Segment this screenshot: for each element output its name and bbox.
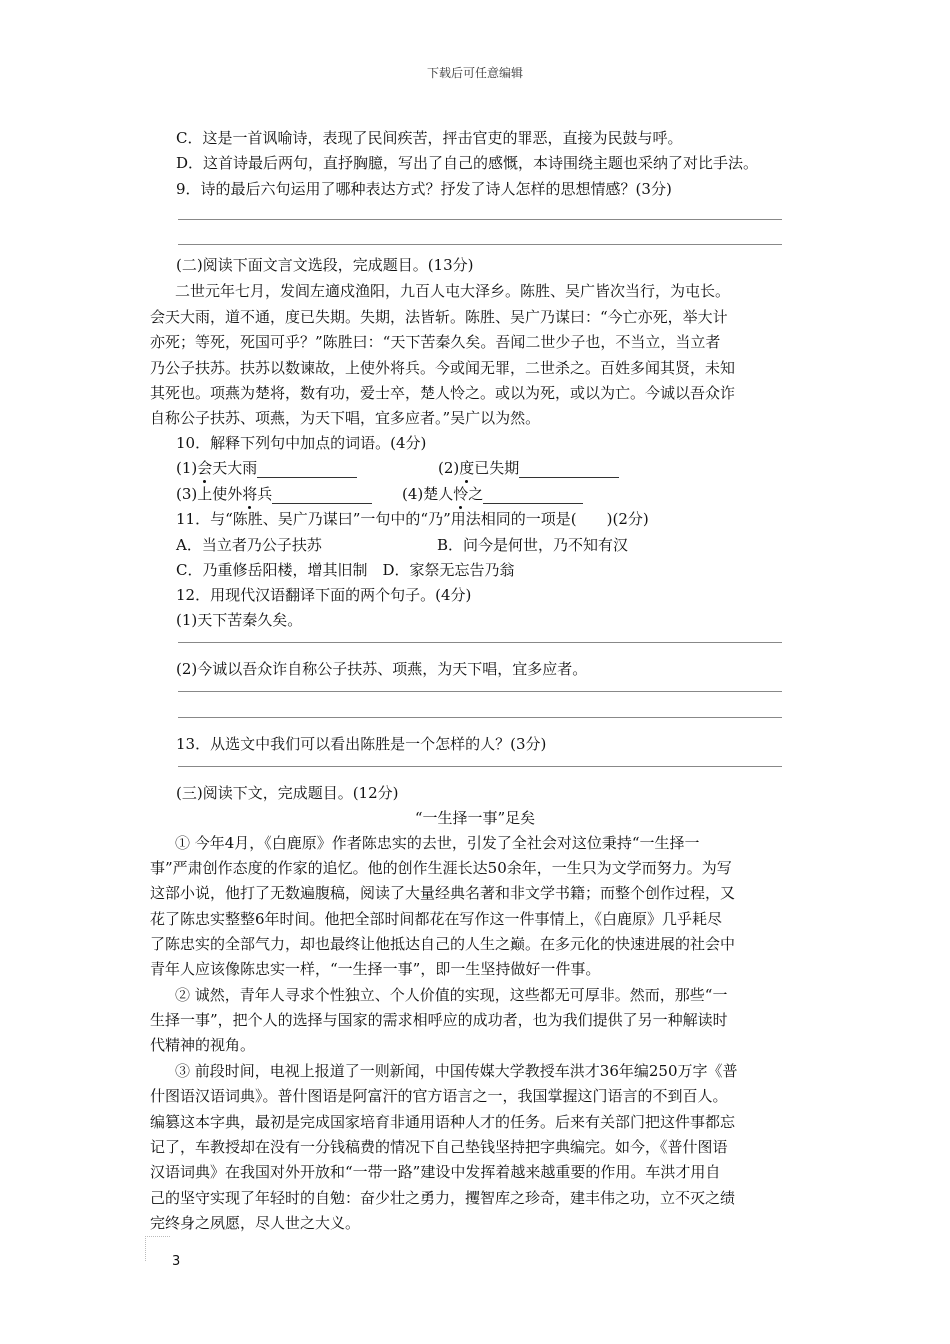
q10-item-3-blank[interactable] (272, 487, 372, 504)
q10-item-1-blank[interactable] (257, 461, 357, 478)
q11-option-b: B．问今是何世，乃不知有汉 (437, 536, 629, 554)
q10-item-4: (4)楚人怜之 (402, 484, 583, 504)
page-number: 3 (172, 1254, 181, 1269)
q10-item-2-dotted-word: 度 (459, 459, 475, 477)
article-line: 记了，车教授却在没有一分钱稿费的情况下自己垫钱坚持把字典编完。如今，《普什图语 (150, 1138, 728, 1156)
q9-answer-line-2[interactable] (178, 244, 782, 245)
q10-item-1-dotted-word: 会 (197, 459, 213, 477)
section2-passage-line: 二世元年七月，发闾左適戍渔阳，九百人屯大泽乡。陈胜、吴广皆次当行，为屯长。 (175, 282, 731, 300)
page-corner-mark (145, 1236, 170, 1261)
q10-item-4-dotted-word: 怜 (453, 485, 469, 503)
article-line: ③ 前段时间，电视上报道了一则新闻，中国传媒大学教授车洪才36年编250万字《普 (175, 1062, 738, 1080)
section2-passage-line: 乃公子扶苏。扶苏以数谏故，上使外将兵。今或闻无罪，二世杀之。百姓多闻其贤，未知 (150, 359, 736, 377)
q12-answer-line-1[interactable] (178, 642, 782, 643)
article-line: 完终身之夙愿，尽人世之大义。 (150, 1214, 361, 1232)
article-line: 己的坚守实现了年轻时的自勉：奋少壮之勇力，攫智库之珍奇，建丰伟之功，立不灭之绩 (150, 1189, 736, 1207)
article-line: 花了陈忠实整整6年时间。他把全部时间都花在写作这一件事情上，《白鹿原》几乎耗尽 (150, 910, 723, 928)
q8-option-d: D．这首诗最后两句，直抒胸臆，写出了自己的感慨，本诗围绕主题也采纳了对比手法。 (176, 154, 759, 172)
article-line: 编篡这本字典，最初是完成国家培育非通用语种人才的任务。后来有关部门把这件事都忘 (150, 1113, 736, 1131)
q11-option-a: A．当立者乃公子扶苏 (176, 536, 322, 554)
q12-answer-line-2[interactable] (178, 691, 782, 692)
article-line: 了陈忠实的全部气力，却也最终让他抵达自己的人生之巅。在多元化的快速进展的社会中 (150, 935, 736, 953)
q9-answer-line-1[interactable] (178, 219, 782, 220)
article-line: 生择一事”，把个人的选择与国家的需求相呼应的成功者，也为我们提供了另一种解读时 (150, 1011, 728, 1029)
q10-item-1: (1)会天大雨 (176, 458, 357, 478)
article-line: 汉语词典》在我国对外开放和“一带一路”建设中发挥着越来越重要的作用。车洪才用自 (150, 1163, 721, 1181)
article-line: 什图语汉语词典》。普什图语是阿富汗的官方语言之一，我国掌握这门语言的不到百人。 (150, 1087, 728, 1105)
q12-answer-line-3[interactable] (178, 717, 782, 718)
q13-question: 13．从选文中我们可以看出陈胜是一个怎样的人？(3分) (176, 735, 547, 753)
q10-item-4-blank[interactable] (483, 487, 583, 504)
page-header-note: 下载后可任意编辑 (426, 66, 523, 80)
article-line: ② 诚然，青年人寻求个性独立、个人价值的实现，这些都无可厚非。然而，那些“一 (175, 986, 728, 1004)
q10-item-3-dotted-word: 将 (242, 485, 258, 503)
section2-passage-line: 会天大雨，道不通，度已失期。失期，法皆斩。陈胜、吴广乃谋曰：“今亡亦死，举大计 (150, 308, 728, 326)
article-title: “一生择一事”足矣 (414, 809, 536, 827)
section2-passage-line: 亦死；等死，死国可乎？”陈胜曰：“天下苦秦久矣。吾闻二世少子也，不当立，当立者 (150, 333, 721, 351)
section2-heading: (二)阅读下面文言文选段，完成题目。(13分) (176, 256, 474, 274)
article-line: 这部小说，他打了无数遍腹稿，阅读了大量经典名著和非文学书籍；而整个创作过程，又 (150, 884, 736, 902)
q9-question: 9．诗的最后六句运用了哪种表达方式？抒发了诗人怎样的思想情感？(3分) (176, 180, 672, 198)
article-line: 青年人应该像陈忠实一样，“一生择一事”，即一生坚持做好一件事。 (150, 960, 601, 978)
q10-question: 10．解释下列句中加点的词语。(4分) (176, 434, 427, 452)
section2-passage-line: 自称公子扶苏、项燕，为天下唱，宜多应者。”吴广以为然。 (150, 409, 541, 427)
q11-question: 11．与“陈胜、吴广乃谋曰”一句中的“乃”用法相同的一项是( )(2分) (176, 510, 649, 528)
q8-option-c: C．这是一首讽喻诗，表现了民间疾苦，抨击官吏的罪恶，直接为民鼓与呼。 (176, 129, 683, 147)
article-line: 代精神的视角。 (150, 1036, 256, 1054)
q11-options-cd: C．乃重修岳阳楼，增其旧制 D．家祭无忘告乃翁 (176, 561, 515, 579)
q10-item-2: (2)度已失期 (438, 458, 619, 478)
section3-heading: (三)阅读下文，完成题目。(12分) (176, 784, 399, 802)
section2-passage-line: 其死也。项燕为楚将，数有功，爱士卒，楚人怜之。或以为死，或以为亡。今诚以吾众诈 (150, 384, 736, 402)
article-line: 事”严肃创作态度的作家的追忆。他的创作生涯长达50余年，一生只为文学而努力。为写 (150, 859, 732, 877)
q12-sentence-2: (2)今诚以吾众诈自称公子扶苏、项燕，为天下唱，宜多应者。 (176, 660, 588, 678)
q13-answer-line[interactable] (178, 766, 782, 767)
q12-question: 12．用现代汉语翻译下面的两个句子。(4分) (176, 586, 472, 604)
q10-item-2-blank[interactable] (519, 461, 619, 478)
q10-item-3: (3)上使外将兵 (176, 484, 372, 504)
article-line: ① 今年4月，《白鹿原》作者陈忠实的去世，引发了全社会对这位秉持“一生择一 (175, 834, 700, 852)
q12-sentence-1: (1)天下苦秦久矣。 (176, 611, 303, 629)
